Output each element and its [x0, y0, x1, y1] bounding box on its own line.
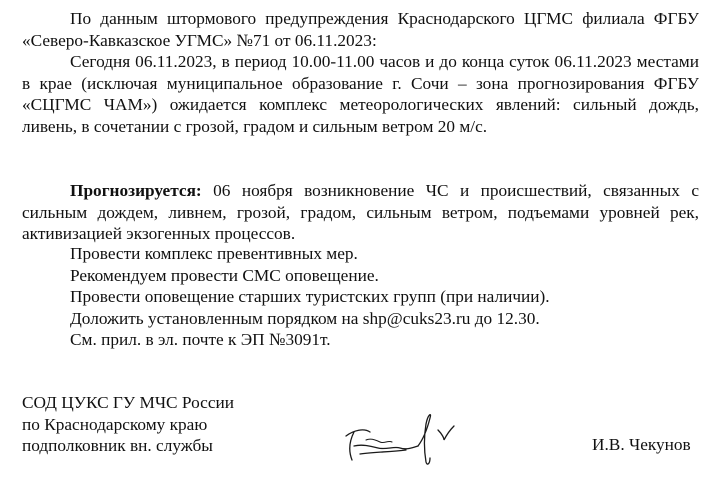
- intro-paragraph: По данным штормового предупреждения Краснодарского ЦГМС филиала ФГБУ «Северо-Кавказское УГМС» №71 от 06.11.2023:: [22, 9, 699, 50]
- instruction-item: Доложить установленным порядком на shp@cuks23.ru до 12.30.: [70, 308, 540, 328]
- signer-rank: подполковник вн. службы: [22, 436, 213, 455]
- signer-position-line2: по Краснодарскому краю: [22, 414, 208, 434]
- instruction-item: Рекомендуем провести СМС оповещение.: [70, 265, 379, 285]
- instruction-item: Провести комплекс превентивных мер.: [70, 244, 358, 263]
- handwritten-signature: [340, 410, 460, 468]
- warning-paragraph: Сегодня 06.11.2023, в период 10.00-11.00 часов и до конца суток 06.11.2023 местами в крае (исключая муниципальное образование г. Сочи – зона прогнозирования ФГБУ «СЦГМС ЧАМ») ожидается комплекс метеорологических явлений: сильный дождь, ливень, в сочетании с грозой, градом и сильным ветром 20 м/с.: [22, 52, 699, 136]
- signer-position-line1: СОД ЦУКС ГУ МЧС России: [22, 393, 234, 412]
- signature-block: [22, 392, 234, 457]
- forecast-label: Прогнозируется:: [70, 181, 202, 200]
- forecast-paragraph: [22, 180, 699, 245]
- signer-name: И.В. Чекунов: [592, 435, 691, 454]
- instruction-item: См. прил. в эл. почте к ЭП №3091т.: [70, 330, 331, 349]
- instruction-item: Провести оповещение старших туристских групп (при наличии).: [70, 287, 550, 306]
- forecast-text: 06 ноября возникновение ЧС и происшествий, связанных с сильным дождем, ливнем, грозой, градом, сильным ветром, подъемами уровней рек, активизацией экзогенных процессов.: [22, 181, 699, 243]
